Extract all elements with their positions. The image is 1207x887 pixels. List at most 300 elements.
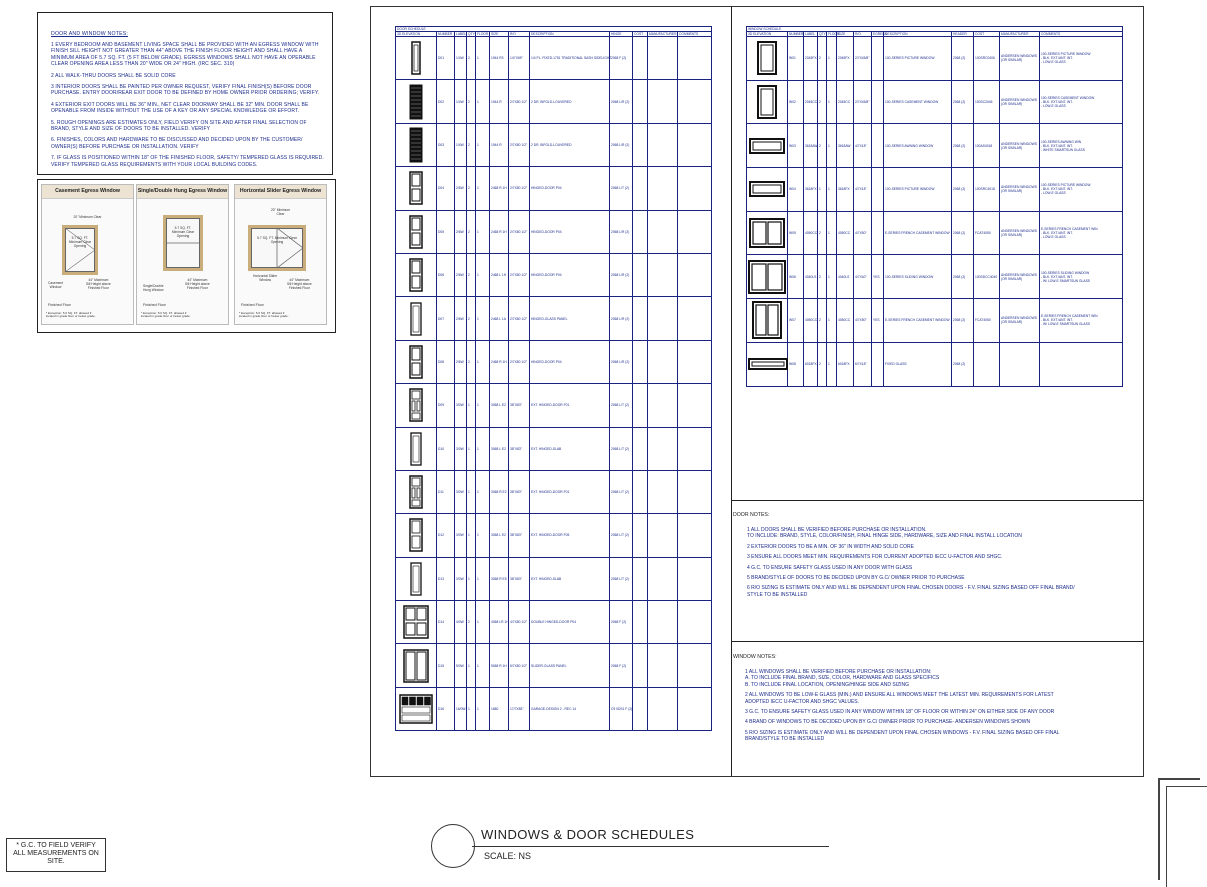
window-shape <box>752 362 784 366</box>
window-cell: 4050CC <box>804 211 818 255</box>
window-cell: 4040LS <box>804 255 818 299</box>
door-cell <box>648 687 678 730</box>
door-row <box>396 340 712 383</box>
window-schedule-table <box>746 26 1123 387</box>
door-schedule-body <box>396 37 712 731</box>
door-cell: 16/0W <box>455 687 467 730</box>
door-cell: 2 <box>467 80 476 123</box>
window-cell: 1 <box>827 299 837 343</box>
door-schedule-table <box>395 26 712 731</box>
egress-notes-title: DOOR AND WINDOW NOTES: <box>51 31 129 37</box>
window-cell: 4/7X50" <box>854 299 872 343</box>
window-cell: 100-SERIES PICTURE WINDOW - BLK. EXT./ANT. INT. - LOW-E GLASS <box>1040 37 1123 81</box>
window-cell: 1 <box>827 80 837 124</box>
window-cell <box>974 342 1000 386</box>
window-cell: ANDERSEN WINDOWS (OR SIMILAR) <box>1000 255 1040 299</box>
window-cell: 3618AW <box>804 124 818 168</box>
door-cell: 2068 L/T (2) <box>610 470 633 513</box>
window-cell: 2045FX <box>804 37 818 81</box>
door-cell: 2068 L/R (2) <box>610 123 633 166</box>
door-header-cell: 3D ELEVATION <box>396 32 437 37</box>
door-cell: 2 DR. BIFOLD-LOUVERED <box>530 80 610 123</box>
door-header-cell: MANUFACTURER <box>649 32 677 36</box>
door-cell: 3/0W <box>455 514 467 557</box>
door-cell <box>648 644 678 687</box>
window-cell: 2068 (2) <box>952 80 974 124</box>
door-cell: 2068 L/T (2) <box>610 427 633 470</box>
door-cell <box>678 297 712 340</box>
door-cell: 2/7X80 1/2" <box>509 340 530 383</box>
door-cell: 1/4"X69" <box>509 37 530 80</box>
window-elevation-icon <box>757 41 777 75</box>
egress-sill-label: 44" Maximum Sill Height above Finished Floor <box>185 278 210 290</box>
door-cell: 2068 L/R (2) <box>610 297 633 340</box>
window-cell: W02 <box>788 80 804 124</box>
door-cell: 3068 R E2 <box>490 470 509 513</box>
window-header-cell: FLOOR <box>828 32 840 36</box>
window-cell: 1 <box>827 255 837 299</box>
door-cell <box>633 557 648 600</box>
door-cell: HINGED-DOOR P04 <box>530 340 610 383</box>
window-cell: 2068 (2) <box>952 37 974 81</box>
door-cell <box>648 427 678 470</box>
window-cell: ANDERSEN WINDOWS (OR SIMILAR) <box>1000 299 1040 343</box>
door-cell: HINGED-GLASS PANEL <box>530 297 610 340</box>
window-cell: 2 <box>818 299 827 343</box>
door-cell: 2 <box>467 123 476 166</box>
window-cell: W04 <box>788 168 804 212</box>
door-elevation-cell <box>396 167 437 210</box>
window-cell: 1 <box>827 211 837 255</box>
door-cell: 1/4W <box>455 123 467 166</box>
door-cell <box>678 384 712 427</box>
window-row <box>747 124 1123 168</box>
door-cell: D16 <box>437 687 455 730</box>
door-header-cell: FLOOR <box>477 32 489 36</box>
door-cell <box>648 601 678 644</box>
window-cell: 100-SERIES CASEMENT WINDOW - BLK. EXT./ANT. INT. - LOW-E GLASS <box>1040 80 1123 124</box>
egress-panel <box>136 184 229 325</box>
door-cell: EXT. HINGED-SLAB <box>530 557 610 600</box>
door-cell: EXT. HINGED-DOOR F01 <box>530 470 610 513</box>
window-cell: 2068 (2) <box>952 124 974 168</box>
door-cell <box>678 601 712 644</box>
window-elevation-icon <box>752 301 782 339</box>
door-cell: 1 <box>467 557 476 600</box>
door-elevation-icon <box>408 302 424 336</box>
window-header-cell: LABEL <box>804 32 818 37</box>
egress-note-item: 5. ROUGH OPENINGS ARE ESTIMATES ONLY, FIELD VERIFY ON SITE AND AFTER FINAL SELECTION OF BRAND, STYLE AND SIZE OF DOORS TO BE INSTALLED. VERIFY <box>51 119 307 133</box>
door-cell: D07 <box>437 297 455 340</box>
window-cell: 3618FX <box>804 168 818 212</box>
window-cell: 100-SERIES SLIDING WINDOW <box>884 255 952 299</box>
door-cell <box>648 80 678 123</box>
door-note-item: 3 ENSURE ALL DOORS MEET MIN. REQUIREMENTS FOR CURRENT ADOPTED IECC U-FACTOR AND SHGC. <box>747 554 1003 561</box>
egress-footnote: * Exception: 5.0 SQ. FT. allowed if located in grade floor or below grade. <box>239 310 289 319</box>
window-cell: 100-SERIES PICTURE WINDOW <box>884 168 952 212</box>
window-cell: 4/7X18" <box>854 124 872 168</box>
window-cell: W01 <box>788 37 804 81</box>
door-row <box>396 297 712 340</box>
door-elevation-cell <box>396 37 437 80</box>
window-cell: 100-SERIES AWNING WINDOW <box>884 124 952 168</box>
door-elevation-icon <box>408 127 424 163</box>
title-circle <box>431 824 475 868</box>
egress-floor-label: Finished Floor <box>241 303 264 307</box>
door-elevation-cell <box>396 210 437 253</box>
window-cell: 6018FX <box>804 342 818 386</box>
door-cell: 2068 L/R (2) <box>610 80 633 123</box>
window-header-cell: COMMENTS <box>1040 32 1123 37</box>
door-cell: D10 <box>437 427 455 470</box>
window-header-cell: NUMBER <box>789 32 804 36</box>
door-cell: D02 <box>437 80 455 123</box>
window-row <box>747 211 1123 255</box>
window-cell: 2045FX <box>837 37 854 81</box>
door-shape <box>410 128 422 162</box>
egress-note-item: 3 INTERIOR DOORS SHALL BE PAINTED PER OWNER REQUEST, VERIFY FINAL FINISH(S) BEFORE DOOR PURCHASE. ENTRY DOOR/REAR EXIT DOOR TO BE DEFINED BY HOME OWNER PRIOR ORDERING; VERIFY. <box>51 84 320 97</box>
window-header-cell: HEADER <box>952 32 974 37</box>
door-cell <box>633 253 648 296</box>
window-note-item: 5 R/O SIZING IS ESTIMATE ONLY AND WILL BE DEPENDENT UPON FINAL CHOSEN WINDOWS - F.V. FINAL SIZING BASED OFF FINAL BRAND/STYLE TO BE INSTALLED <box>745 729 1060 743</box>
door-row <box>396 80 712 123</box>
window-cell: FIXED GLASS <box>884 342 952 386</box>
window-row <box>747 255 1123 299</box>
door-cell: D11 <box>437 470 455 513</box>
door-cell <box>678 253 712 296</box>
door-cell <box>678 470 712 513</box>
door-notes <box>733 512 1133 602</box>
door-cell <box>648 470 678 513</box>
door-cell: 2068 L/T (2) <box>610 557 633 600</box>
window-shape <box>768 305 778 335</box>
window-header-cell: R/O <box>854 32 872 37</box>
door-cell: C9 0DS1 F (2) <box>610 687 633 730</box>
egress-panel-title: Horizontal Slider Egress Window <box>235 185 326 199</box>
door-cell: 2468 R 1H <box>490 340 509 383</box>
window-header-cell: COST <box>974 32 1000 37</box>
door-cell: 2/7X80 1/2" <box>509 210 530 253</box>
door-shape <box>402 697 408 705</box>
door-elevation-icon <box>399 694 433 724</box>
egress-panel <box>234 184 327 325</box>
door-note-item: 4 G.C. TO ENSURE SAFETY GLASS USED IN ANY DOOR WITH GLASS <box>747 564 913 571</box>
window-elevation-icon <box>757 85 777 119</box>
window-elevation-icon <box>748 358 788 370</box>
window-shape <box>753 222 766 244</box>
door-cell <box>633 37 648 80</box>
door-cell: 3/0W <box>455 427 467 470</box>
door-cell: 1 <box>476 427 490 470</box>
door-elevation-icon <box>408 215 424 249</box>
window-cell: W08 <box>788 342 804 386</box>
door-cell: 2068 F (2) <box>610 644 633 687</box>
window-cell: W07 <box>788 299 804 343</box>
window-cell: E-SERIES FRENCH CASEMENT WIN - BLK. EXT./ANT. INT. - LOW-E GLASS <box>1040 211 1123 255</box>
window-cell: W06 <box>788 255 804 299</box>
window-cell: 2068 (2) <box>952 168 974 212</box>
door-cell: D12 <box>437 514 455 557</box>
door-cell: 38"X83" <box>509 557 530 600</box>
window-cell: 2/7X45/8" <box>854 80 872 124</box>
door-cell: 1 <box>476 37 490 80</box>
window-elevation-cell <box>747 37 788 81</box>
door-cell <box>648 123 678 166</box>
door-cell <box>633 297 648 340</box>
door-cell <box>633 384 648 427</box>
door-elevation-cell <box>396 687 437 730</box>
door-shape <box>411 303 421 335</box>
window-cell: ANDERSEN WINDOWS (OR SIMILAR) <box>1000 37 1040 81</box>
door-shape <box>410 697 416 705</box>
egress-sill-label: 44" Maximum Sill Height above Finished Floor <box>86 278 111 290</box>
door-cell <box>648 297 678 340</box>
door-elevation-cell <box>396 601 437 644</box>
window-cell: W05 <box>788 211 804 255</box>
window-elevation-icon <box>749 218 785 248</box>
window-elevation-cell <box>747 342 788 386</box>
door-cell <box>678 644 712 687</box>
door-cell: 2 <box>467 210 476 253</box>
window-cell: 100AS4018 <box>974 124 1000 168</box>
door-cell: 4068 LR 1H <box>490 601 509 644</box>
door-cell: 2 <box>467 601 476 644</box>
door-row <box>396 687 712 730</box>
egress-caption: Single/Double Hung Window <box>143 284 164 292</box>
door-cell: 2068 F (2) <box>610 37 633 80</box>
window-cell: 6018FX <box>837 342 854 386</box>
window-cell: ANDERSEN WINDOWS (OR SIMILAR) <box>1000 168 1040 212</box>
door-cell <box>678 80 712 123</box>
door-cell: D08 <box>437 340 455 383</box>
window-elevation-icon <box>748 260 786 294</box>
door-cell: 1 <box>467 514 476 557</box>
door-elevation-icon <box>408 258 424 292</box>
window-cell: 4040LS <box>837 255 854 299</box>
window-elevation-icon <box>749 181 785 197</box>
window-cell: YES <box>872 299 884 343</box>
window-elevation-icon <box>749 138 785 154</box>
door-cell: 1 <box>476 167 490 210</box>
window-cell: 100-SERIES AWNING WIN - BLK. EXT./ANT. INT. - WHITE SMARTSUN GLASS <box>1040 124 1123 168</box>
window-cell: E-SERIES FRENCH CASEMENT WINDOW <box>884 211 952 255</box>
door-cell: 5068 R 1H <box>490 644 509 687</box>
door-cell: 1/4W <box>455 80 467 123</box>
door-cell: D01 <box>437 37 455 80</box>
egress-line <box>65 250 95 272</box>
door-shape <box>417 697 423 705</box>
window-cell: ANDERSEN WINDOWS (OR SIMILAR) <box>1000 124 1040 168</box>
door-elevation-icon <box>408 432 424 466</box>
door-row <box>396 644 712 687</box>
door-cell <box>678 427 712 470</box>
window-elevation-cell <box>747 124 788 168</box>
door-cell: 2 DR. BIFOLD-LOUVERED <box>530 123 610 166</box>
window-shape <box>761 45 773 71</box>
door-cell <box>648 384 678 427</box>
door-cell: EXT. HINGED-DOOR F01 <box>530 384 610 427</box>
window-cell: 2068 (2) <box>952 211 974 255</box>
door-cell <box>678 514 712 557</box>
door-cell: 1/4W <box>455 37 467 80</box>
window-row <box>747 168 1123 212</box>
window-cell: 2045CC <box>837 80 854 124</box>
egress-note-item: 4 EXTERIOR EXIT DOORS WILL BE 36" MIN., NET CLEAR DOORWAY SHALL BE 32" MIN. DOOR SHALL BE OPENABLE FROM INSIDE WITHOUT THE USE OF A KEY OR ANY SPECIAL KNOWLEDGE OR EFFORT. <box>51 101 309 115</box>
window-notes-title: WINDOW NOTES: <box>733 654 777 660</box>
egress-diagram-box <box>37 179 336 333</box>
door-cell <box>648 514 678 557</box>
door-cell <box>633 167 648 210</box>
egress-area-label: 5.7 SQ. FT. Minimum Clear Opening <box>171 226 195 238</box>
sheet-title: WINDOWS & DOOR SCHEDULES <box>481 827 695 842</box>
door-cell: 2068 L/R (2) <box>610 340 633 383</box>
door-shape <box>410 85 422 119</box>
window-row <box>747 80 1123 124</box>
door-cell: 3068 L E2 <box>490 427 509 470</box>
window-elevation-cell <box>747 168 788 212</box>
door-cell: 5/7X80 1/2" <box>509 644 530 687</box>
door-cell <box>633 427 648 470</box>
door-row <box>396 427 712 470</box>
window-cell: 2 <box>818 124 827 168</box>
egress-window-drawing <box>248 225 306 271</box>
egress-opening-lines <box>65 228 95 272</box>
door-row <box>396 514 712 557</box>
door-cell: HINGED-DOOR P04 <box>530 210 610 253</box>
door-row <box>396 384 712 427</box>
door-elevation-icon <box>408 171 424 205</box>
door-notes-title: DOOR NOTES: <box>733 512 770 518</box>
door-cell <box>633 470 648 513</box>
door-row <box>396 123 712 166</box>
door-cell: 1 <box>476 644 490 687</box>
door-header-cell: COMMENTS <box>678 32 712 37</box>
door-cell: D15 <box>437 644 455 687</box>
door-note-item: 5 BRAND/STYLE OF DOORS TO BE DECIDED UPON BY G.C/ OWNER PRIOR TO PURCHASE <box>747 575 965 582</box>
window-header-cell: EGRESS <box>873 32 887 36</box>
window-cell <box>872 168 884 212</box>
window-cell: 100SC2046 <box>974 80 1000 124</box>
door-cell: 3068 L E2 <box>490 384 509 427</box>
window-cell: FCAT4050 <box>974 211 1000 255</box>
door-cell: 1 <box>467 644 476 687</box>
door-elevation-icon <box>408 518 424 552</box>
door-cell: 38"X83" <box>509 427 530 470</box>
door-cell <box>633 601 648 644</box>
door-cell: HINGED-DOOR P04 <box>530 253 610 296</box>
door-cell <box>648 253 678 296</box>
door-shape <box>412 42 420 74</box>
door-cell: 38"X83" <box>509 384 530 427</box>
door-elevation-icon <box>408 475 424 509</box>
window-cell: E-SERIES FRENCH CASEMENT WIN - BLK. EXT./ANT. INT. - W/ LOW-E SMARTSUN GLASS <box>1040 299 1123 343</box>
door-cell: 2 <box>467 253 476 296</box>
window-schedule-title: WINDOW SCHEDULE <box>747 27 1123 32</box>
door-cell <box>633 80 648 123</box>
door-cell: 1944 R <box>490 80 509 123</box>
door-cell: D04 <box>437 167 455 210</box>
door-cell: DOUBLE HINGED-DOOR P04 <box>530 601 610 644</box>
door-note-item: 1 ALL DOORS SHALL BE VERIFIED BEFORE PURCHASE OR INSTALLATION. TO INCLUDE: BRAND, STYLE, COLOR/FINISH, FINAL HINGE SIDE, HARDWARE, SIZE AND FINAL INSTALL LOCATION <box>747 527 1022 540</box>
door-cell: 3/0W <box>455 557 467 600</box>
door-cell: 3/0W <box>455 384 467 427</box>
window-cell <box>1000 342 1040 386</box>
door-cell: D13 <box>437 557 455 600</box>
window-cell: 1 <box>818 168 827 212</box>
door-header-cell: HINGE <box>610 32 633 37</box>
egress-top-dim: 20" Minimum Clear <box>270 208 291 216</box>
window-cell: 100SRC4018 <box>974 168 1000 212</box>
door-cell: 1 <box>476 514 490 557</box>
door-cell <box>648 37 678 80</box>
egress-notes-list <box>51 42 325 168</box>
window-cell: 100-SERIES SLIDING WINDOW - BLK. EXT./ANT. INT. - W/ LOW-E SMARTSUN GLASS <box>1040 255 1123 299</box>
door-cell: EXT. HINGED-DOOR F05 <box>530 514 610 557</box>
door-cell: 1 <box>476 384 490 427</box>
door-cell: 2/7X80 1/2" <box>509 253 530 296</box>
window-header-cell: SIZE <box>837 32 854 37</box>
window-cell: ANDERSEN WINDOWS (OR SIMILAR) <box>1000 211 1040 255</box>
window-row <box>747 342 1123 386</box>
window-cell: 2045CC <box>804 80 818 124</box>
door-cell: 1 <box>476 687 490 730</box>
egress-line <box>277 248 303 268</box>
door-cell <box>678 210 712 253</box>
door-row <box>396 37 712 80</box>
door-cell: 2 <box>467 37 476 80</box>
window-cell: 1 <box>827 342 837 386</box>
window-cell: 100-SERIES PICTURE WINDOW <box>884 37 952 81</box>
door-cell: 2/7X80 1/2" <box>509 123 530 166</box>
door-cell <box>648 167 678 210</box>
window-schedule-body <box>747 37 1123 387</box>
egress-note-item: 6. FINISHES, COLORS AND HARDWARE TO BE DISCUSSED AND DECIDED UPON BY THE CUSTOMER/ OWNER(S) BEFORE PURCHASE OR INSTALLATION. VERIFY <box>51 137 303 150</box>
window-shape <box>768 264 782 290</box>
door-cell: 2068 L/R (2) <box>610 253 633 296</box>
door-cell <box>678 123 712 166</box>
sheet-divider <box>731 6 732 776</box>
window-cell: 4050CC <box>837 211 854 255</box>
window-cell: 100SRC0406 <box>974 37 1000 81</box>
corner-border-mark-inner <box>1166 786 1207 887</box>
window-cell: 2 <box>818 211 827 255</box>
window-elevation-cell <box>747 255 788 299</box>
window-header-cell: 3D ELEVATION <box>747 32 788 37</box>
window-header-cell: QTY <box>819 32 826 36</box>
door-cell <box>678 557 712 600</box>
door-cell: 2068 L/T (2) <box>610 384 633 427</box>
door-cell: 2/6W <box>455 297 467 340</box>
door-cell: D06 <box>437 253 455 296</box>
door-row <box>396 253 712 296</box>
window-cell <box>872 124 884 168</box>
window-cell: FCAT4050 <box>974 299 1000 343</box>
door-elevation-cell <box>396 123 437 166</box>
door-note-item: 6 R/O SIZING IS ESTIMATE ONLY AND WILL BE DEPENDENT UPON FINAL CHOSEN DOORS - F.V. FINAL SIZING BASED OFF FINAL BRAND/ STYLE TO BE INSTALLED <box>747 585 1075 598</box>
door-elevation-icon <box>403 605 429 639</box>
door-elevation-icon <box>408 84 424 120</box>
window-cell <box>872 211 884 255</box>
door-cell: 2/7X80 1/2" <box>509 80 530 123</box>
title-underline <box>472 846 829 847</box>
door-cell: 2468 L 1H <box>490 253 509 296</box>
door-row <box>396 470 712 513</box>
door-elevation-cell <box>396 427 437 470</box>
door-cell: 38"X83" <box>509 514 530 557</box>
window-cell: 2 <box>818 37 827 81</box>
window-cell <box>872 342 884 386</box>
door-cell <box>648 557 678 600</box>
